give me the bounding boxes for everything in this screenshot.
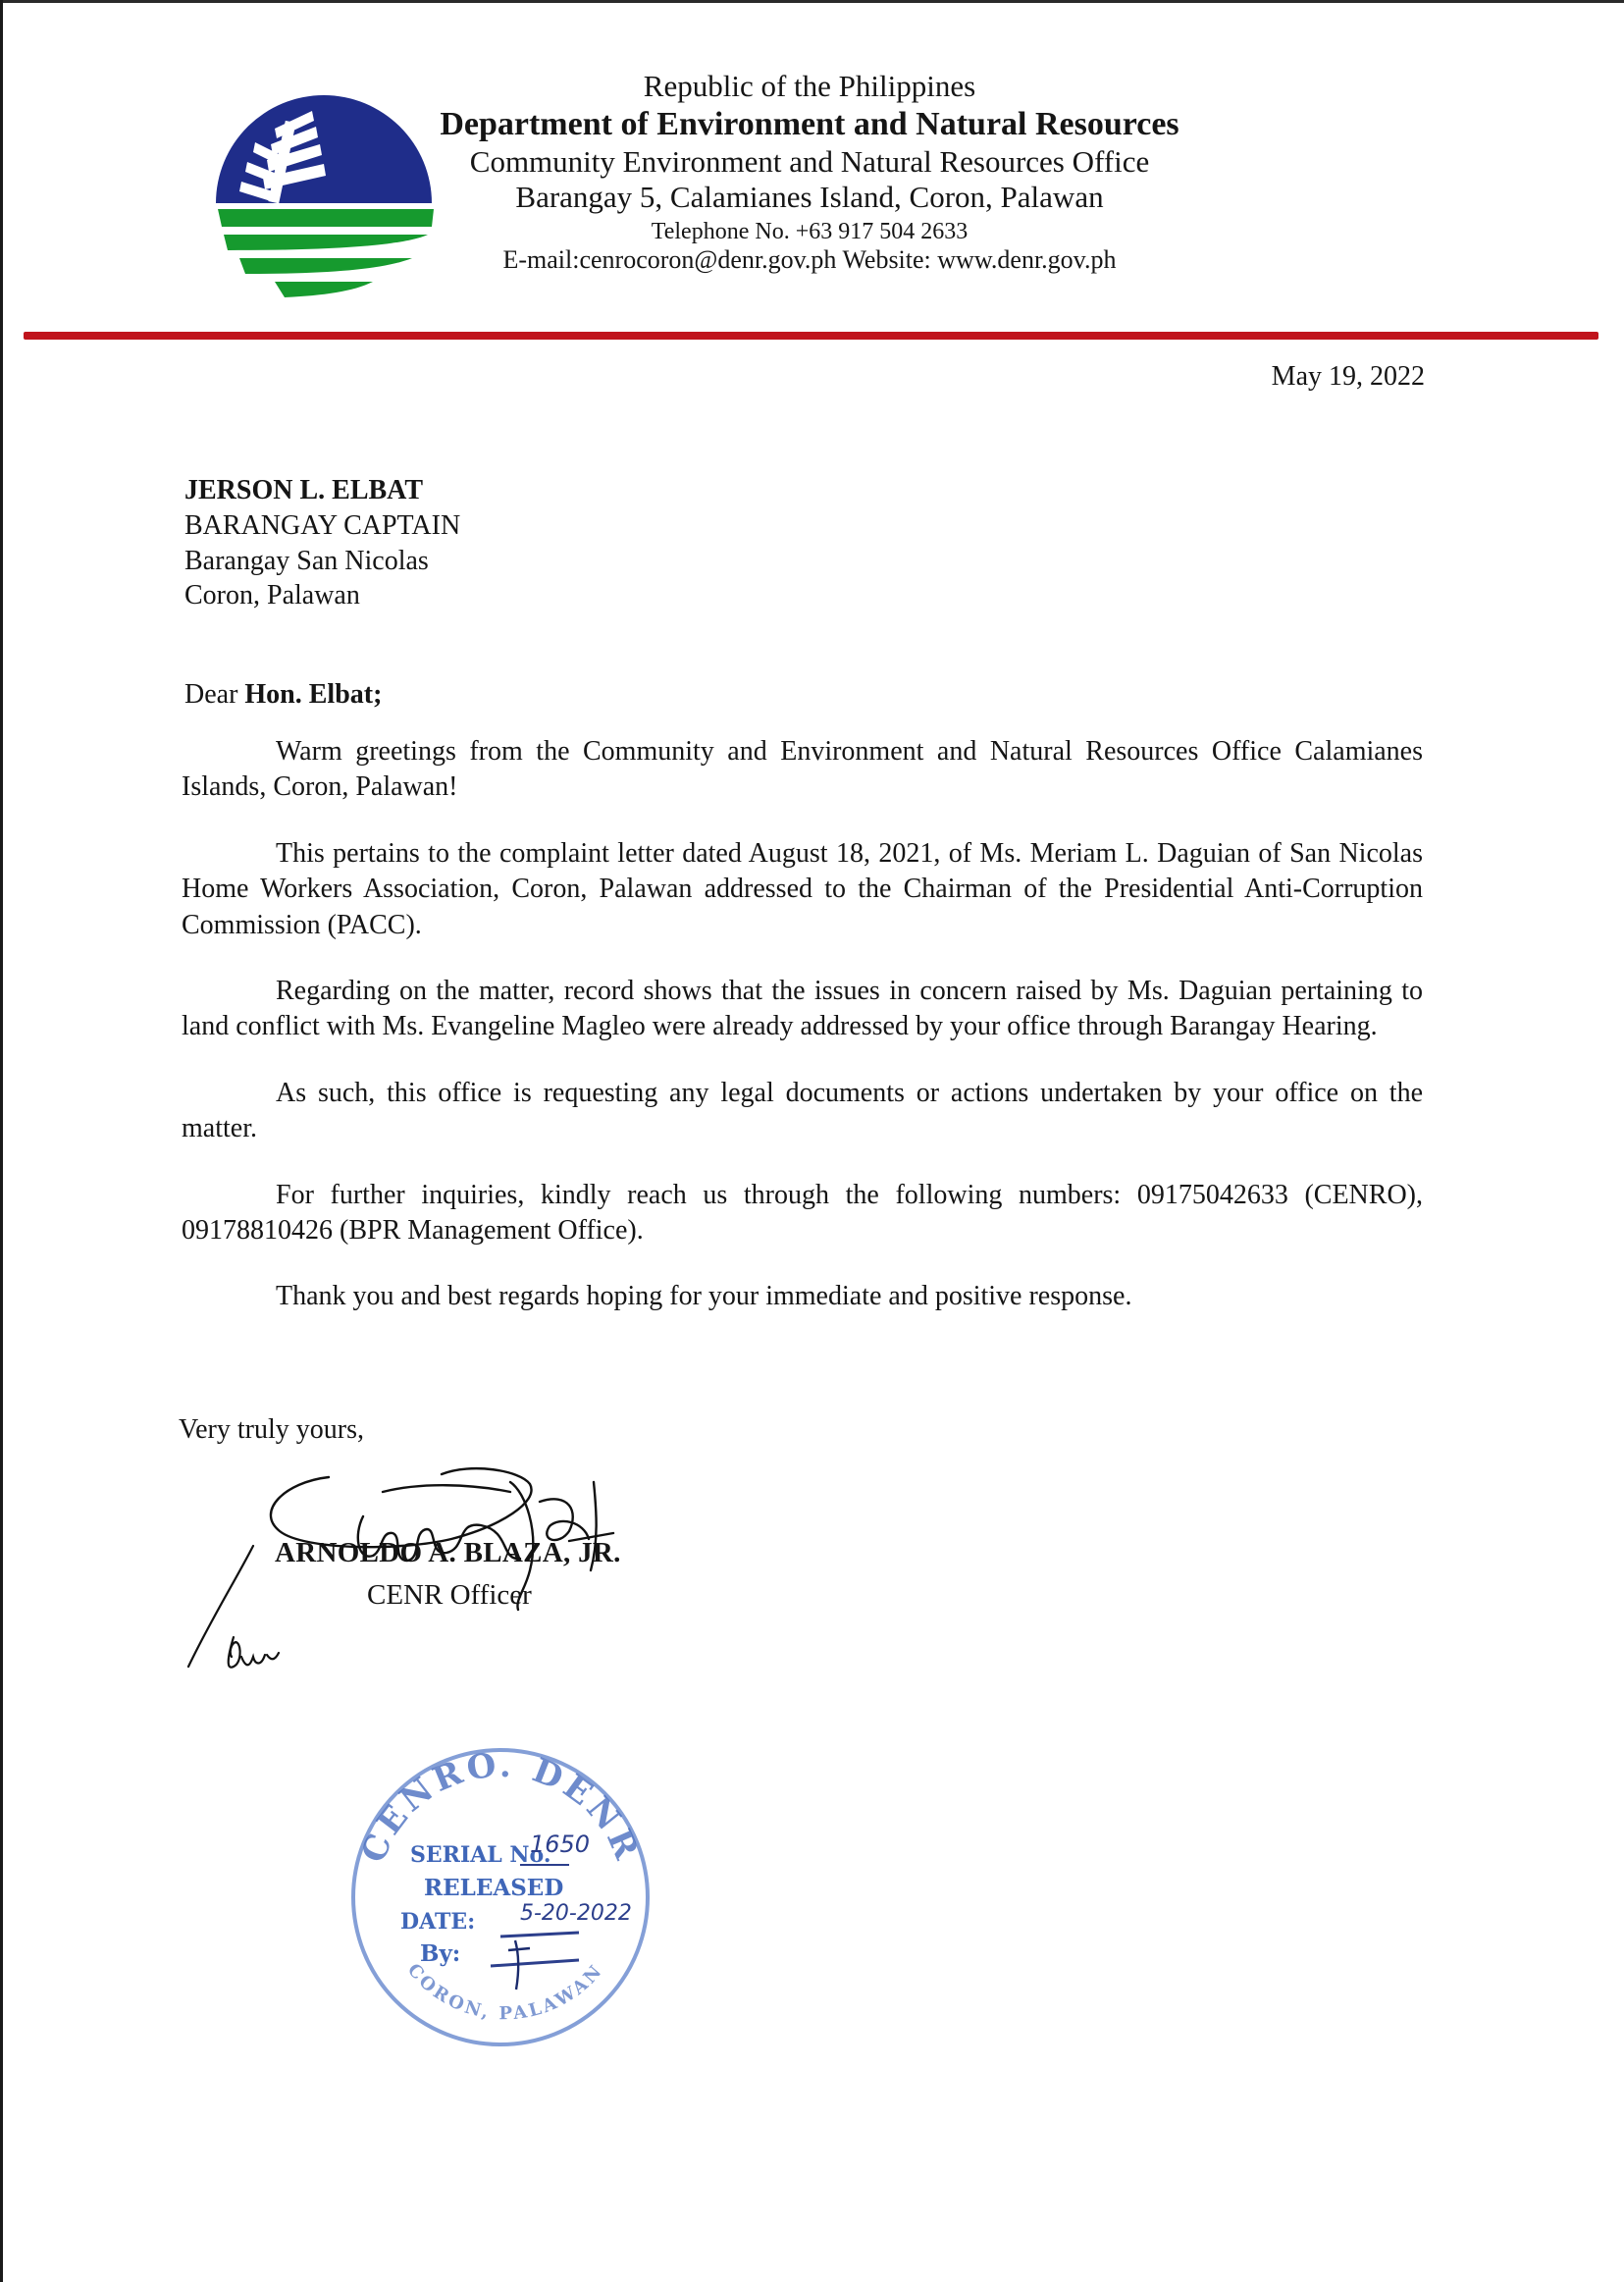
salutation-name: Hon. Elbat; (244, 679, 383, 710)
letter-body (182, 734, 1423, 1346)
scan-edge-left (0, 0, 3, 2282)
recipient-block (184, 473, 460, 613)
released-stamp (334, 1732, 667, 2056)
stamp-released-label: RELEASED (424, 1875, 564, 1901)
body-paragraph-inquiries: For further inquiries, kindly reach us through the following numbers: 09175042633 (CENRO), 09178810426 (BPR Management Office). (182, 1179, 1423, 1246)
body-paragraph-greeting: Warm greetings from the Community and Environment and Natural Resources Office Calamianes Islands, Coron, Palawan! (182, 736, 1423, 803)
letterhead-office: Community Environment and Natural Resources Office (469, 143, 1150, 179)
letterhead-divider (24, 332, 1598, 340)
body-paragraph-record: Regarding on the matter, record shows that the issues in concern raised by Ms. Daguian pertaining to land conflict with Ms. Evangeline Magleo were already addressed by your office through Barangay Hearing. (182, 975, 1423, 1042)
letterhead-address: Barangay 5, Calamianes Island, Coron, Palawan (515, 180, 1104, 215)
stamp-by-label: By: (420, 1940, 461, 1967)
stamp-arc-bottom: CORON, PALAWAN (402, 1959, 608, 2025)
closing: Very truly yours, (179, 1414, 364, 1445)
recipient-barangay: Barangay San Nicolas (184, 545, 429, 576)
recipient-name: JERSON L. ELBAT (184, 475, 423, 505)
letterhead-republic: Republic of the Philippines (643, 69, 976, 103)
stamp-arc-top: CENRO. DENR (353, 1745, 648, 1869)
signer-title: CENR Officer (367, 1579, 532, 1611)
letterhead-department: Department of Environment and Natural Resources (440, 105, 1179, 142)
letterhead (412, 69, 1207, 276)
letterhead-telephone: Telephone No. +63 917 504 2633 (651, 218, 969, 244)
stamp-serial-label: SERIAL No. (410, 1842, 551, 1868)
recipient-title: BARANGAY CAPTAIN (184, 509, 461, 541)
letter-date: May 19, 2022 (1271, 361, 1425, 392)
letterhead-email-website: E-mail:cenrocoron@denr.gov.ph Website: www.denr.gov.ph (502, 245, 1117, 275)
handwritten-initial (177, 1541, 314, 1688)
body-paragraph-request: As such, this office is requesting any legal documents or actions undertaken by your office on the matter. (182, 1077, 1423, 1144)
salutation-prefix: Dear (184, 679, 245, 710)
salutation (184, 679, 382, 711)
svg-text:CORON, PALAWAN (403, 1960, 607, 2025)
body-paragraph-thanks: Thank you and best regards hoping for your immediate and positive response. (276, 1281, 1132, 1312)
stamp-date-value: 5-20-2022 (520, 1901, 632, 1926)
signer-name: ARNOLDO A. BLAZA, JR. (275, 1537, 621, 1568)
stamp-serial-value: 1650 (530, 1831, 591, 1858)
body-paragraph-complaint: This pertains to the complaint letter dated August 18, 2021, of Ms. Meriam L. Daguian of San Nicolas Home Workers Association, Coron, Palawan addressed to the Chairman of the Presidential Anti-Corruption Commission (PACC). (182, 837, 1423, 940)
denr-logo-icon (206, 93, 442, 309)
scan-edge-top (0, 0, 1624, 3)
stamp-date-label: DATE: (400, 1909, 476, 1935)
recipient-location: Coron, Palawan (184, 580, 360, 611)
